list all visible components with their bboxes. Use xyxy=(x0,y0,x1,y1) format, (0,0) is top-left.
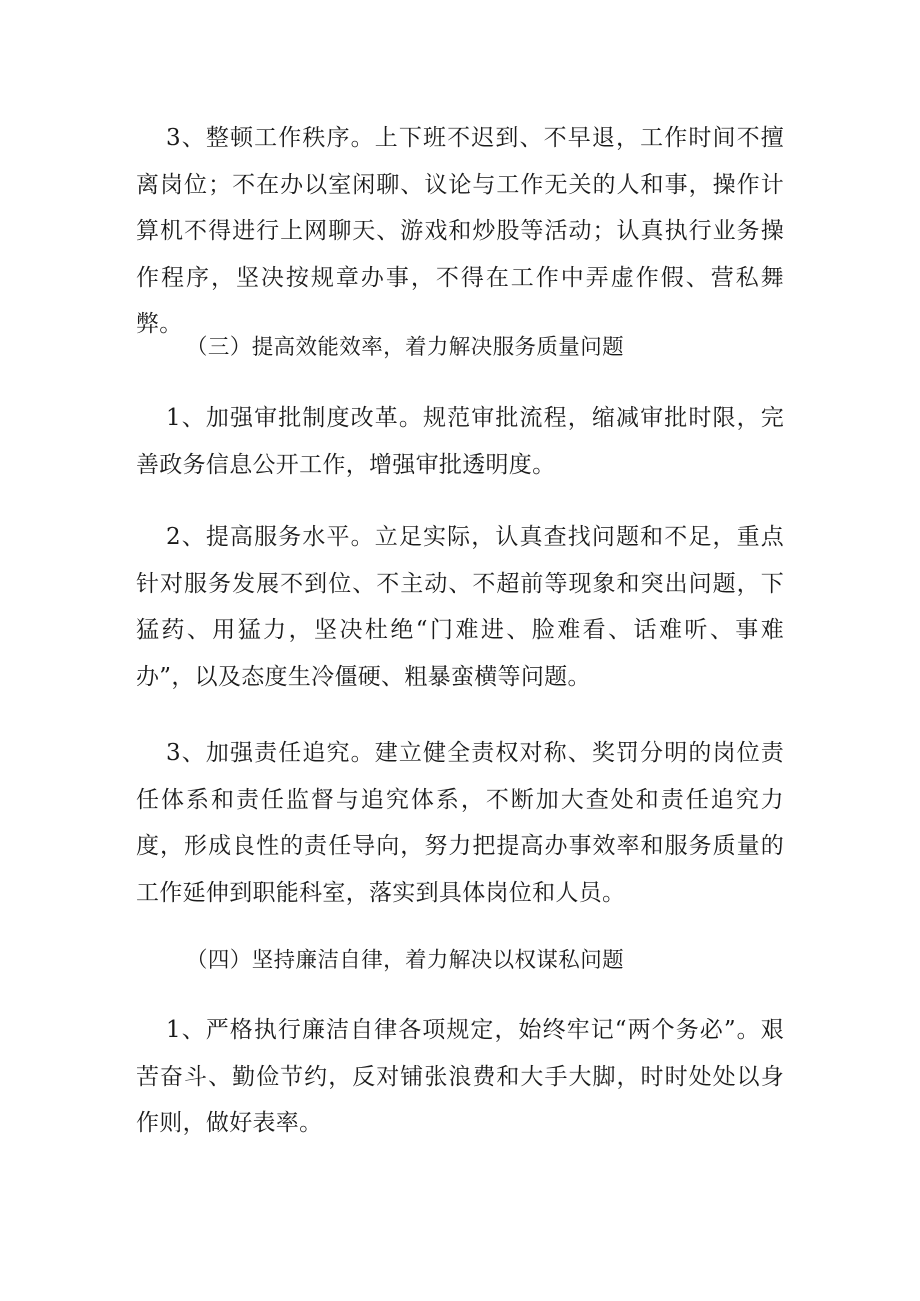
section-heading-efficiency: （三）提高效能效率，着力解决服务质量问题 xyxy=(186,335,625,360)
paragraph-work-order: 3、整顿工作秩序。上下班不迟到、不早退，工作时间不擅离岗位；不在办以室闲聊、议论与工作无关的人和事，操作计算机不得进行上网聊天、游戏和炒股等活动；认真执行业务操作程序，坚决按规章办事，不得在工作中弄虚作假、营私舞弊。 xyxy=(136,125,784,337)
paragraph-self-discipline: 1、严格执行廉洁自律各项规定，始终牢记“两个务必”。艰苦奋斗、勤俭节约，反对铺张浪费和大手大脚，时时处处以身作则，做好表率。 xyxy=(136,1017,784,1136)
section-heading-integrity: （四）坚持廉洁自律，着力解决以权谋私问题 xyxy=(186,948,625,973)
paragraph-accountability: 3、加强责任追究。建立健全责权对称、奖罚分明的岗位责任体系和责任监督与追究体系，不断加大查处和责任追究力度，形成良性的责任导向，努力把提高办事效率和服务质量的工作延伸到职能科室，落实到具体岗位和人员。 xyxy=(136,740,784,906)
paragraph-service-level: 2、提高服务水平。立足实际，认真查找问题和不足，重点针对服务发展不到位、不主动、不超前等现象和突出问题，下猛药、用猛力，坚决杜绝“门难进、脸难看、话难听、事难办”，以及态度生冷僵硬、粗暴蛮横等问题。 xyxy=(136,524,784,690)
paragraph-approval-reform: 1、加强审批制度改革。规范审批流程，缩减审批时限，完善政务信息公开工作，增强审批透明度。 xyxy=(136,405,784,478)
